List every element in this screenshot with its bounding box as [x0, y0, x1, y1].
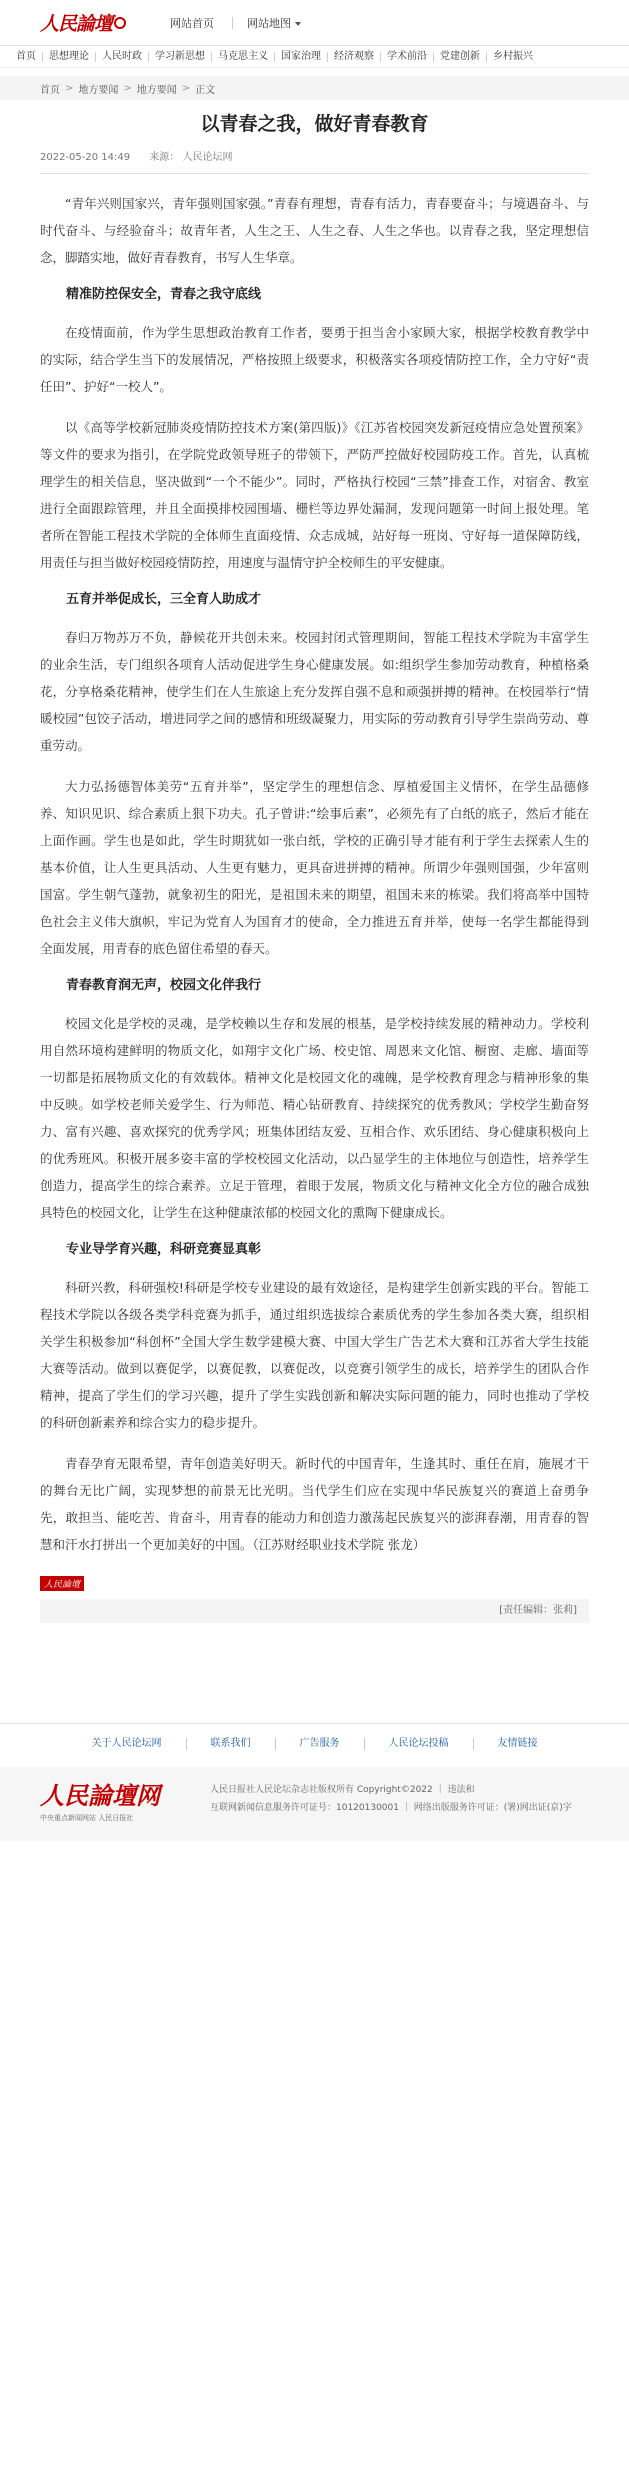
- channel-item[interactable]: 思想理论: [43, 52, 96, 62]
- footer-copyright: 人民日报社人民论坛杂志社版权所有 Copyright©2022 ｜ 违法和: [210, 1785, 475, 1795]
- chevron-right-icon: >: [181, 82, 191, 94]
- footer-link-ads[interactable]: 广告服务: [276, 1738, 365, 1750]
- article-meta: [40, 148, 589, 174]
- footer-link-contact[interactable]: 联系我们: [187, 1738, 276, 1750]
- site-logo[interactable]: [40, 10, 126, 36]
- breadcrumb-section[interactable]: 地方要闻: [78, 84, 119, 96]
- article-paragraph: 校园文化是学校的灵魂，是学校赖以生存和发展的根基，是学校持续发展的精神动力。学校利用自然环境构建鲜明的物质文化，如翔宇文化广场、校史馆、周恩来文化馆、橱窗、走廊、墙面等一切都是拓展物质文化的有效载体。精神文化是校园文化的魂魄，是学校教育理念与精神形象的集中反映。如学校老师关爱学生、行为师范、精心钻研教育、持续探究的优秀教风；学校学生勤奋努力、富有兴趣、喜欢探究的优秀学风；班集体团结友爱、互相合作、欢乐团结、身心健康积极向上的优秀班风。积极开展多姿丰富的学校校园文化活动，以凸显学生的主体地位与创造性，培养学生创造力，提高学生的综合素养。立足于管理，着眼于发展，物质文化与精神文化全方位的融合成独具特色的校园文化，让学生在这种健康浓郁的校园文化的熏陶下健康成长。: [40, 1016, 589, 1220]
- article-paragraph: 在疫情面前，作为学生思想政治教育工作者，要勇于担当舍小家顾大家，根据学校教育教学中的实际，结合学生当下的发展情况，严格按照上级要求，积极落实各项疫情防控工作，全力守好“责任田”、护好“一校人”。: [40, 325, 589, 394]
- top-nav: [170, 15, 337, 31]
- article-paragraph: 青春孕育无限希望，青年创造美好明天。新时代的中国青年，生逢其时、重任在肩，施展才干的舞台无比广阔，实现梦想的前景无比光明。当代学生们应在实现中华民族复兴的赛道上奋勇争先，敢担当、能吃苦、肯奋斗，用青春的能动力和创造力激荡起民族复兴的澎湃春潮，用青春的智慧和汗水打拼出一个更加美好的中国。（江苏财经职业技术学院 张龙）: [40, 1456, 589, 1552]
- section-heading: 青春教育润无声，校园文化伴我行: [66, 978, 262, 993]
- responsible-editor: [责任编辑：张莉]: [40, 1599, 589, 1623]
- footer-link-submit[interactable]: 人民论坛投稿: [365, 1738, 474, 1750]
- footer: [0, 1767, 629, 1841]
- footer-logo-subtitle: 中央重点新闻网站 人民日报社: [40, 1814, 134, 1822]
- section-heading: 专业导学育兴趣，科研竞赛显真彰: [66, 1242, 262, 1257]
- article-paragraph: 春归万物苏万不负，静候花开共创未来。校园封闭式管理期间，智能工程技术学院为丰富学生的业余生活，专门组织各项育人活动促进学生身心健康发展。如:组织学生参加劳动教育，种植格桑花，分享格桑花精神，使学生们在人生旅途上充分发挥自强不息和顽强拼搏的精神。在校园举行“情暖校园”包饺子活动，增进同学之间的感情和班级凝聚力，用实际的劳动教育引导学生崇尚劳动、尊重劳动。: [40, 630, 589, 753]
- article-date: 2022-05-20 14:49: [40, 152, 131, 163]
- logo-text: 人民論壇: [40, 13, 113, 35]
- channel-item[interactable]: 国家治理: [275, 52, 328, 62]
- section-heading: 精准防控保安全，青春之我守底线: [66, 287, 262, 302]
- article: [0, 110, 629, 1623]
- chevron-right-icon: >: [65, 82, 74, 94]
- channel-item[interactable]: 人民时政: [96, 52, 149, 62]
- nav-divider: [232, 17, 233, 29]
- article-title: 以青春之我，做好青春教育: [200, 113, 429, 135]
- top-bar: [0, 0, 629, 46]
- footer-logo: [40, 1781, 190, 1823]
- nav-sitemap-link[interactable]: [247, 15, 319, 31]
- breadcrumb-current: 正文: [195, 84, 216, 96]
- footer-link-about[interactable]: 关于人民论坛网: [68, 1738, 187, 1750]
- article-paragraph: 大力弘扬德智体美劳“五育并举”，坚定学生的理想信念、厚植爱国主义情怀，在学生品德修养、知识见识、综合素质上狠下功夫。孔子曾讲:“绘事后素”，必须先有了白纸的底子，然后才能在上面作画。学生也是如此，学生时期犹如一张白纸，学校的正确引导才能有利于学生去探索人生的基本价值，让人生更具活动、人生更有魅力，更具奋进拼搏的精神。所谓少年强则国强，少年富则国富。学生朝气蓬勃，就象初生的阳光，是祖国未来的期望，祖国未来的栋梁。我们将高举中国特色社会主义伟大旗帜，牢记为党育人为国育才的使命，全力推进五育并举，使每一名学生都能得到全面发展，用青春的底色留住希望的春天。: [40, 779, 589, 956]
- footer-link-friends[interactable]: 友情链接: [497, 1737, 538, 1749]
- channel-item[interactable]: 学术前沿: [381, 52, 434, 62]
- article-paragraph: 科研兴教，科研强校!科研是学校专业建设的最有效途径，是构建学生创新实践的平台。智能工程技术学院以各级各类学科竞赛为抓手，通过组织选拔综合素质优秀的学生参加各类大赛，组织相关学生积极参加“科创杯”全国大学生数学建模大赛、中国大学生广告艺术大赛和江苏省大学生技能大赛等活动。做到以赛促学，以赛促教，以赛促改，以竞赛引领学生的成长，培养学生的团队合作精神，提高了学生们的学习兴趣，提升了学生实践创新和解决实际问题的能力，同时也推动了学校的科研创新素养和综合实力的稳步提升。: [40, 1280, 589, 1430]
- channel-item[interactable]: 首页: [10, 52, 43, 62]
- channel-item[interactable]: 党建创新: [434, 52, 487, 62]
- nav-sitemap-label: 网站地图: [247, 16, 291, 30]
- article-paragraph: 以《高等学校新冠肺炎疫情防控技术方案(第四版)》《江苏省校园突发新冠疫情应急处置预案》等文件的要求为指引，在学院党政领导班子的带领下，严防严控做好校园防疫工作。首先，认真梳理学生的相关信息，坚决做到“一个不能少”。同时，严格执行校园“三禁”排查工作，对宿舍、教室进行全面跟踪管理，并且全面摸排校园围墙、栅栏等边界处漏洞，发现问题第一时间上报处理。笔者所在智能工程技术学院的全体师生直面疫情、众志成城，站好每一班岗、守好每一道保障防线，用责任与担当做好校园疫情防控，用速度与温情守护全校师生的平安健康。: [40, 420, 589, 570]
- chevron-down-icon: [295, 22, 301, 26]
- channel-item[interactable]: 乡村振兴: [493, 50, 533, 62]
- nav-home-link[interactable]: 网站首页: [170, 16, 214, 30]
- footer-info: [210, 1781, 572, 1817]
- article-paragraph: “青年兴则国家兴，青年强则国家强。”青春有理想，青春有活力，青春要奋斗；与境遇奋斗、与时代奋斗、与经验奋斗；故青年者，人生之王、人生之春、人生之华也。以青春之我，坚定理想信念，脚踏实地，做好青春教育，书写人生华章。: [40, 196, 589, 265]
- footer-links: [0, 1723, 629, 1763]
- channel-nav: [0, 46, 629, 68]
- article-source: 来源： 人民论坛网: [149, 152, 233, 163]
- channel-item[interactable]: 经济观察: [328, 52, 381, 62]
- breadcrumb-home[interactable]: 首页: [40, 84, 60, 96]
- breadcrumb-subsection[interactable]: 地方要闻: [136, 84, 177, 96]
- chevron-right-icon: >: [123, 82, 132, 94]
- section-heading: 五育并举促成长，三全育人助成才: [66, 592, 262, 607]
- footer-license: 互联网新闻信息服务许可证号：10120130001 ｜ 网络出版服务许可证：(署)网出证(京)字: [210, 1803, 572, 1813]
- footer-logo-text: 人民論壇网: [40, 1781, 160, 1810]
- channel-item[interactable]: 马克思主义: [212, 52, 275, 62]
- channel-item[interactable]: 学习新思想: [149, 52, 212, 62]
- logo-mark-icon: [114, 17, 126, 29]
- end-logo-mark: 人民論壇: [40, 1576, 84, 1591]
- breadcrumb: [0, 76, 629, 100]
- article-body: [40, 190, 589, 1558]
